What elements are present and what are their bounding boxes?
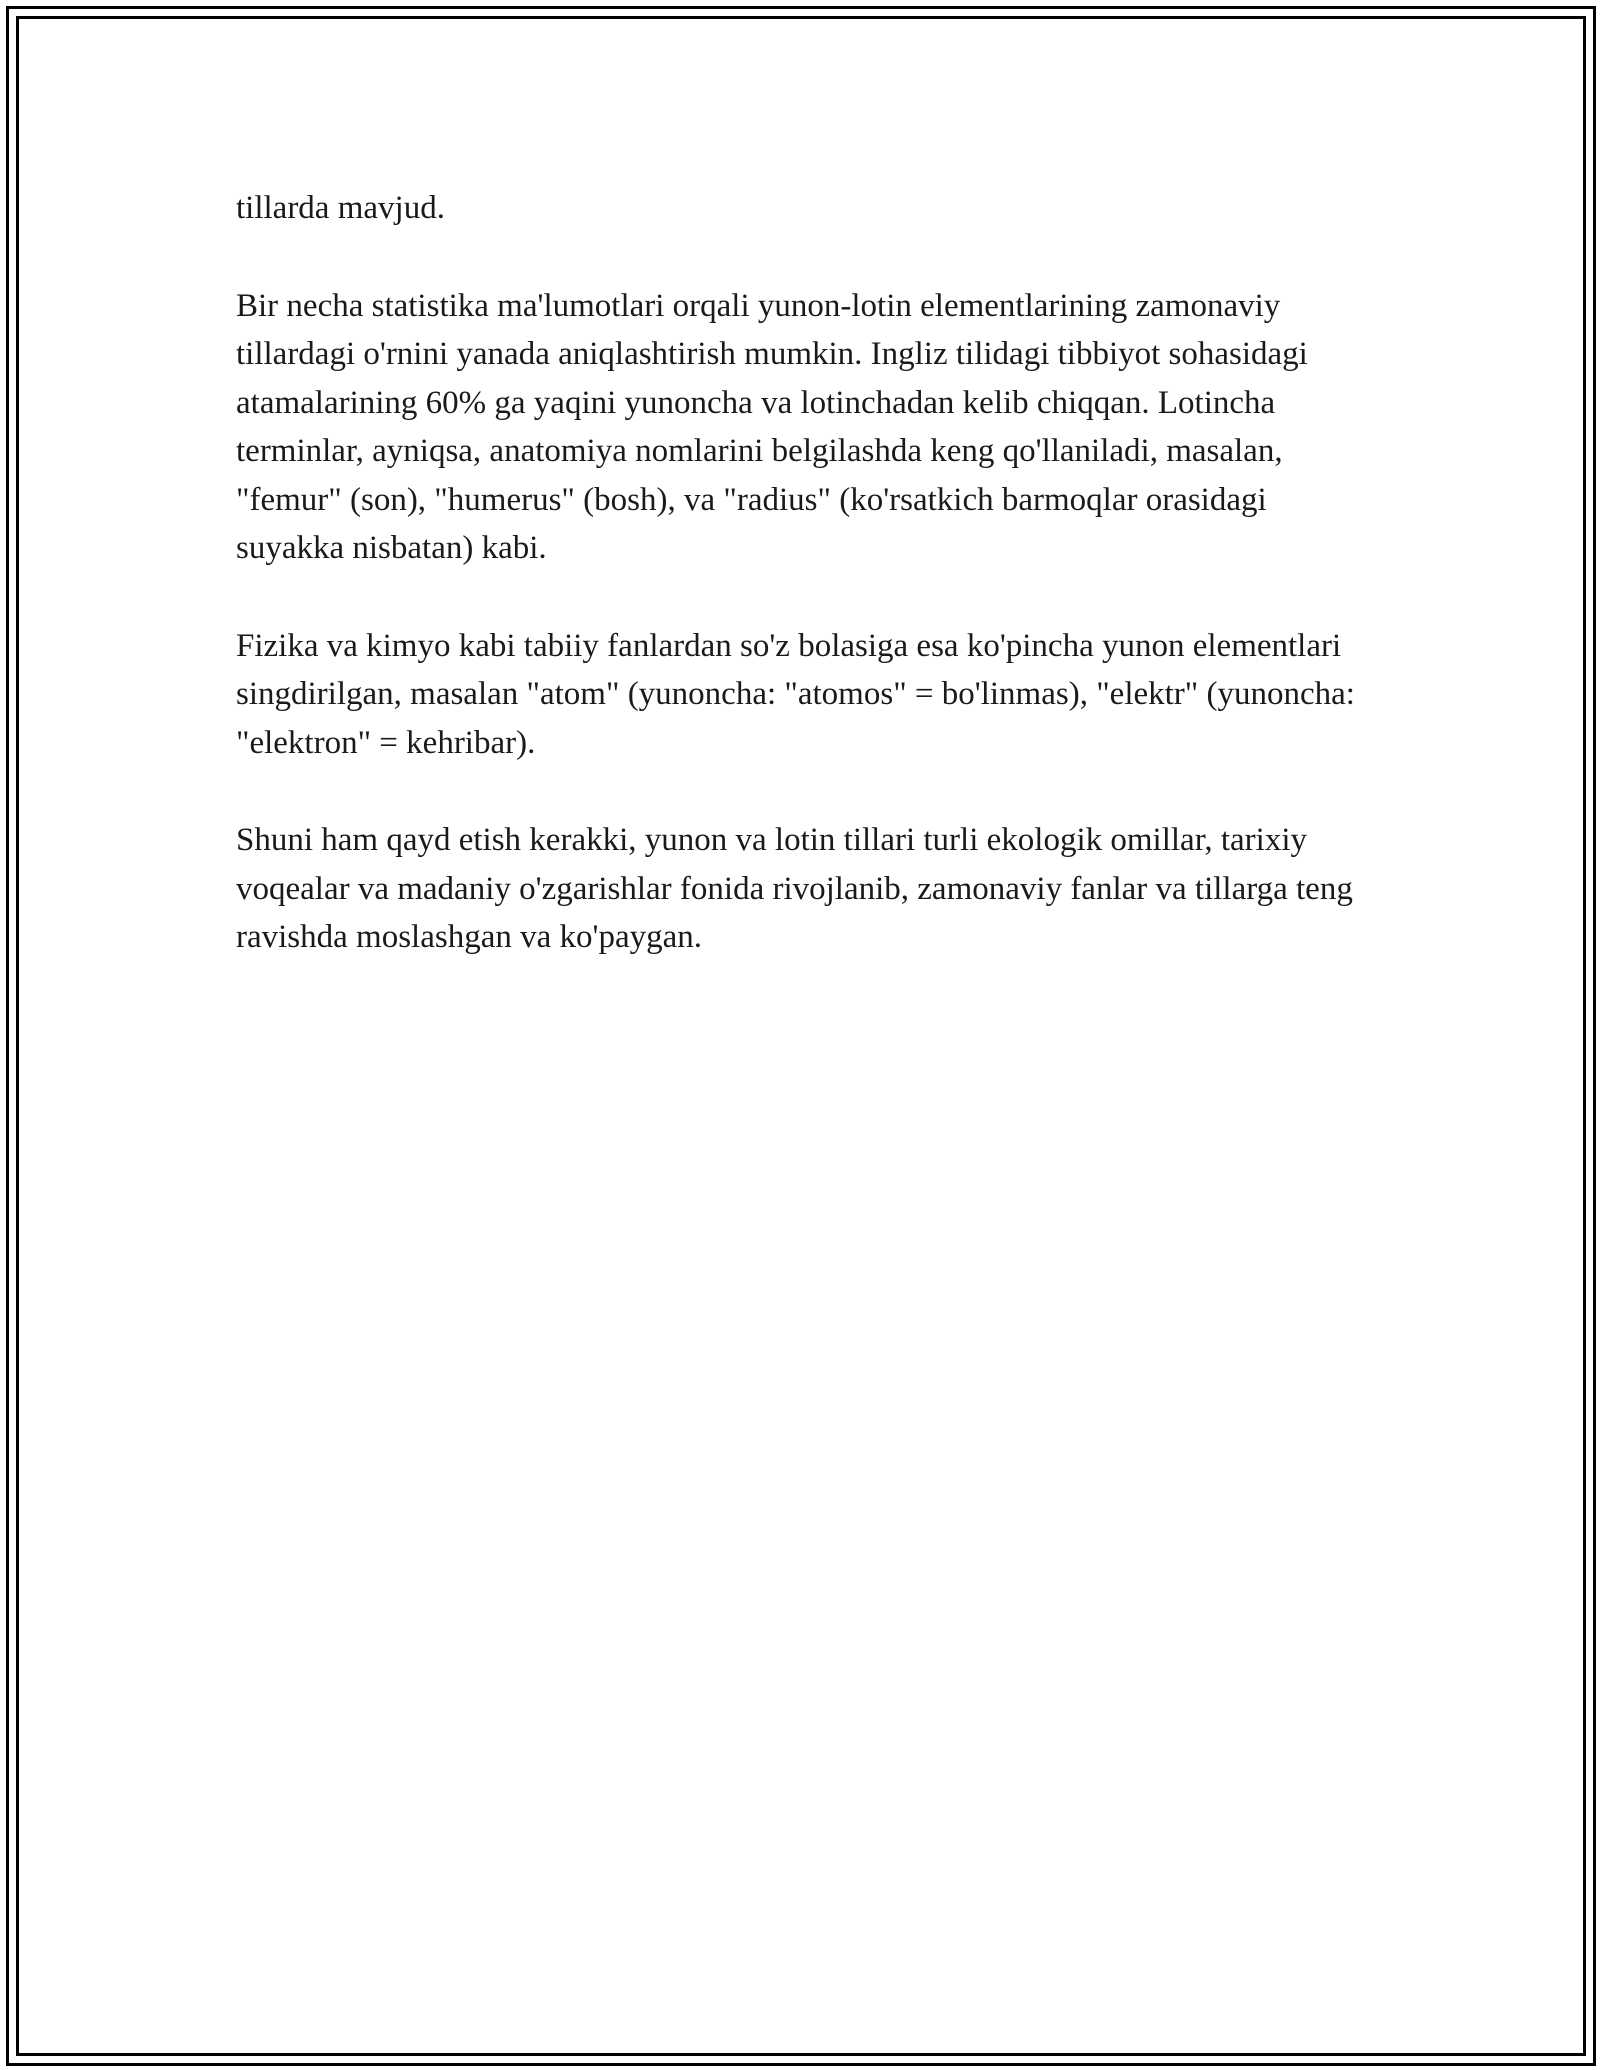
paragraph-statistics: Bir necha statistika ma'lumotlari orqali yunon-lotin elementlarining zamonaviy tillardagi o'rnini yanada aniqlashtirish mumkin. Ingliz tilidagi tibbiyot sohasidagi atamalarining 60% ga yaqini yunoncha va lotinchadan kelib chiqqan. Lotincha terminlar, ayniqsa, anatomiya nomlarini belgilashda keng qo'llaniladi, masalan, "femur" (son), "humerus" (bosh), va "radius" (ko'rsatkich barmoqlar orasidagi suyakka nisbatan) kabi. [236,287,1308,566]
paragraph-natural-sciences: Fizika va kimyo kabi tabiiy fanlardan so'z bolasiga esa ko'pincha yunon elementlari singdirilgan, masalan "atom" (yunoncha: "atomos" = bo'linmas), "elektr" (yunoncha: "elektron" = kehribar). [236,627,1355,761]
document-body [236,184,1366,1011]
paragraph-conclusion: Shuni ham qayd etish kerakki, yunon va lotin tillari turli ekologik omillar, tarixiy voqealar va madaniy o'zgarishlar fonida rivojlanib, zamonaviy fanlar va tillarga teng ravishda moslashgan va ko'paygan. [236,822,1353,955]
paragraph-continuation: tillarda mavjud. [236,190,445,226]
